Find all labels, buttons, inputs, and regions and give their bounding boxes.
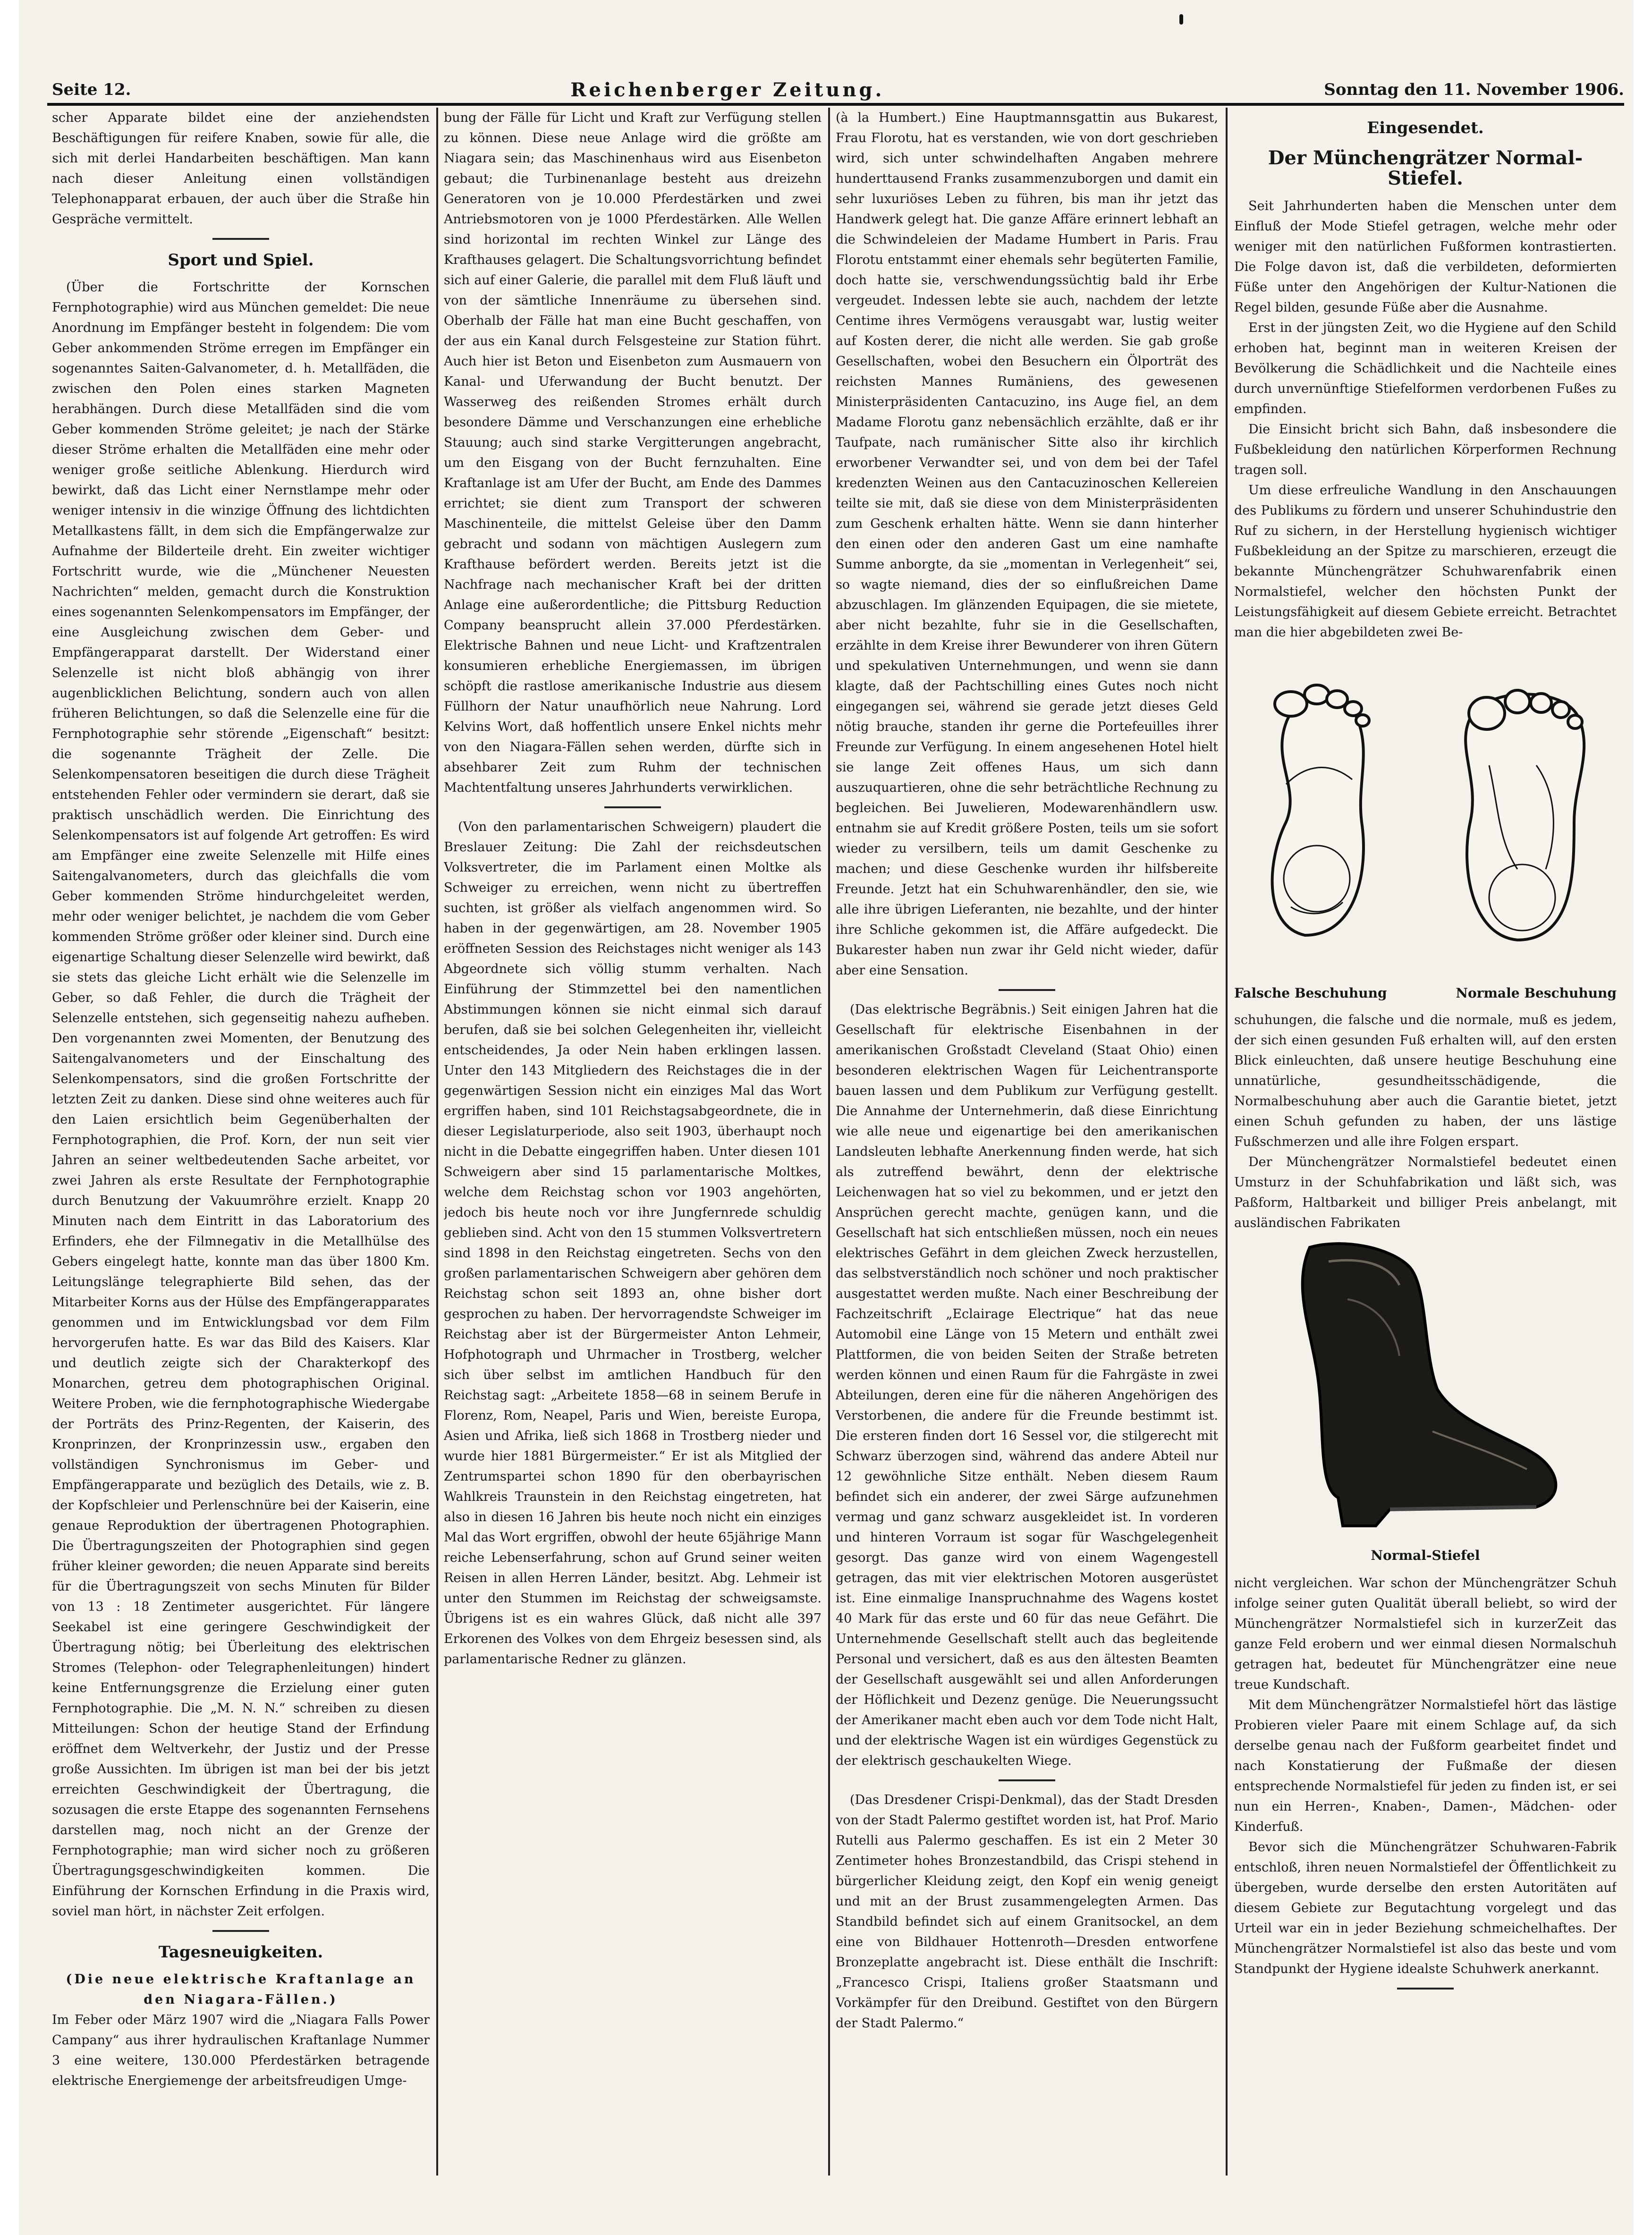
article-text: scher Apparate bildet eine der anziehendsten Beschäftigungen für reifere Knaben, sowie für alle, die sich mit derlei Handarbeiten beschäftigen. Man kann nach dieser Anleitung einen vollständigen Telephonapparat erbauen, der auch über die Straße hin Gespräche vermittelt. (52, 110, 430, 227)
ad-text: Seit Jahrhunderten haben die Menschen unter dem Einfluß der Mode Stiefel getragen, welche mehr oder weniger mit den natürlichen Fußformen kontrastierten. Die Folge davon ist, daß die verbildeten, deformierten Füße unter den Angehörigen der Kultur-Nationen die Regel bilden, gesunde Füße aber die Ausnahme. (1234, 199, 1617, 315)
ad-text: nicht vergleichen. War schon der Münchengrätzer Schuh infolge seiner guten Qualität überall beliebt, so wird der Münchengrätzer Normalstiefel sich in kurzerZeit das ganze Feld erobern und wer einmal diesen Normalschuh getragen hat, bedeutet für Münchengrätzer eine neue treue Kundschaft. (1234, 1576, 1617, 1692)
boot-illustration (1234, 1233, 1617, 1541)
article-niagara-cont: bung der Fälle für Licht und Kraft zur Verfügung stellen zu können. Diese neue Anlage wird die größte am Niagara sein; das Maschinenhaus wird aus Eisenbeton gebaut; die Turbinenanlage besteht aus dreizehn Generatoren von je 10.000 Pferdestärken und zwei Antriebsmotoren von je 1000 Pferdestärken. Alle Wellen sind horizontal im rechten Winkel zur Länge des Krafthauses gelagert. Die Schaltungsvorrichtung befindet sich auf einer Galerie, die parallel mit dem Fluß läuft und von der sämtliche Innenräume zu übersehen sind. Oberhalb der Fälle hat man eine Bucht geschaffen, von der aus ein Kanal durch Felsgesteine zur Station führt. Auch hier ist Beton und Eisenbeton zum Ausmauern von Kanal- und Uferwandung der Bucht benutzt. Der Wasserweg des reißenden Stromes erhält durch besondere Dämme und Verschanzungen eine erhebliche Stauung; auch sind starke Vergitterungen angebracht, um den Eisgang von der Bucht fernzuhalten. Eine Kraftanlage ist am Ufer der Bucht, am Ende des Dammes errichtet; sie dient zum Transport der schweren Maschinenteile, die mittelst Geleise über den Damm gebracht und sodann von mächtigen Auslegern zum Krafthause befördert werden. Bereits jetzt ist die Nachfrage nach mechanischer Kraft bei der dritten Anlage eine außerordentliche; die Pittsburg Reduction Company beansprucht allein 37.000 Pferdestärken. Elektrische Bahnen und neue Licht- und Kraftzentralen konsumieren erhebliche Energiemassen, im übrigen schöpft die rastlose amerikanische Industrie aus diesem Füllhorn der Natur unaufhörlich neue Nahrung. Lord Kelvins Wort, daß hoffentlich unsere Enkel nichts mehr von den Niagara-Fällen sehen werden, dürfte sich in absehbarer Zeit zum Ruhm der technischen Machtentfaltung unseres Jahrhunderts verwirklichen. (444, 110, 822, 795)
article-lead-niagara: (Die neue elektrische Kraftanlage an den Niagara-Fällen.) (66, 1972, 416, 2007)
masthead: Reichenberger Zeitung. (570, 78, 885, 101)
feet-drawing (1234, 643, 1617, 973)
ad-text: Der Münchengrätzer Normalstiefel bedeutet einen Umsturz in der Schuhfabrikation und läßt sich, was Paßform, Haltbarkeit und billiger Preis anbelangt, mit ausländischen Fabrikaten (1234, 1155, 1617, 1230)
divider (999, 1779, 1055, 1781)
section-heading-sport: Sport und Spiel. (168, 251, 314, 270)
ad-text: schuhungen, die falsche und die normale, muß es jedem, der sich einen gesunden Fuß erhalten will, auf den ersten Blick einleuchten, daß unsere heutige Beschuhung eine unnatürliche, gesundheitsschädigende, die Normalbeschuhung aber auch die Garantie bietet, jetzt einen Schuh gefunden zu haben, der uns lästige Fußschmerzen und alle ihre Folgen erspart. (1234, 1013, 1617, 1149)
column-3 (836, 108, 1218, 2185)
newspaper-page (19, 0, 1634, 2235)
ad-text: Erst in der jüngsten Zeit, wo die Hygiene auf den Schild erhoben hat, beginnt man in weiteren Kreisen der Bevölkerung die Schädlichkeit und die Nachteile eines durch unvernünftige Stiefelformen verdorbenen Fußes zu empfinden. (1234, 321, 1617, 416)
normal-foot-drawing (1466, 690, 1584, 940)
article-humbert: (à la Humbert.) Eine Hauptmannsgattin aus Bukarest, Frau Florotu, hat es verstanden, wie von dort geschrieben wird, sich unter schwindelhaften Angaben mehrere hunderttausend Franks zusammenzuborgen und damit ein sehr luxuriöses Leben zu führen, bis man ihr jetzt das Handwerk gelegt hat. Die ganze Affäre erinnert lebhaft an die Schwindeleien der Madame Humbert in Paris. Frau Florotu entstammt einer ehemals sehr begüterten Familie, doch hatte sie, verschwendungssüchtig bald ihr Erbe vergeudet. Indessen lebte sie auch, nachdem der letzte Centime ihres Vermögens verausgabt war, lustig weiter auf Kosten derer, die nicht alle werden. Sie gab große Gesellschaften, wobei den Besuchern ein Ölporträt des reichsten Mannes Rumäniens, des gewesenen Ministerpräsidenten Cantacuzino, ins Auge fiel, an dem Madame Florotu ganz nebensächlich erzählte, daß er ihr Taufpate, nach rumänischer Sitte also ihr kirchlich erworbener Verwandter sei, und von dem bei der Tafel kredenzten Weinen aus den Cantacuzinoschen Kellereien teilte sie mit, daß sie diese von dem Ministerpräsidenten zum Geschenk erhalten hätte. Wenn sie dann hinterher den einen oder den anderen Gast um eine namhafte Summe anborgte, da sie „momentan in Verlegenheit“ sei, so wagte niemand, dies der so einflußreichen Dame abzuschlagen. Im glänzenden Equipagen, die sie mietete, aber nicht bezahlte, fuhr sie in die Gesellschaften, erzählte in dem Kreise ihrer Bewunderer von ihren Gütern und spekulativen Unternehmungen, und wenn sie dann klagte, daß der Pachtschilling eines Gutes noch nicht eingegangen sei, während sie gerade jetzt dieses Geld nötig brauche, standen ihr gerne die Portefeuilles ihrer Freunde zur Verfügung. In einem angesehenen Hotel hielt sie lange Zeit offenes Haus, um sich dann auszuquartieren, ohne die sehr beträchtliche Rechnung zu begleichen. Bei Juwelieren, Modewarenhändlern usw. entnahm sie auf Kredit größere Posten, teils um sie sofort wieder zu versilbern, teils um damit Geschenke zu machen; und diese Geschenke wurden ihr hilfsbereite Freunde. Jetzt hat ein Schuhwarenhändler, den sie, wie alle ihre übrigen Lieferanten, nie bezahlte, und der hinter ihre Schliche gekommen ist, die Affäre aufgedeckt. Die Bukarester haben nun zwar ihr Geld nicht wieder, dafür aber eine Sensation. (836, 110, 1218, 978)
column-rule (436, 108, 438, 2176)
page-number: Seite 12. (52, 80, 131, 99)
header-rule (47, 103, 1624, 106)
ad-text: Die Einsicht bricht sich Bahn, daß insbesondere die Fußbekleidung den natürlichen Körperformen Rechnung tragen soll. (1234, 422, 1617, 477)
ad-text: Mit dem Münchengrätzer Normalstiefel hört das lästige Probieren vieler Paare mit einem Schlage auf, da sich derselbe genau nach der Fußform gearbeitet findet und nach Konstatierung der Fußmaße der diesen entsprechende Normalstiefel für jeden zu finden ist, er sei nun ein Herren-, Knaben-, Damen-, Mädchen- oder Kinderfuß. (1234, 1698, 1617, 1834)
section-heading-news: Tagesneuigkeiten. (158, 1943, 323, 1962)
column-2 (444, 108, 822, 2185)
caption-falsche-beschuhung: Falsche Beschuhung (1234, 985, 1387, 1001)
foot-illustration (1234, 643, 1617, 979)
caption-normal-stiefel: Normal-Stiefel (1371, 1548, 1480, 1563)
divider (999, 989, 1055, 991)
article-crispi: (Das Dresdener Crispi-Denkmal), das der Stadt Dresden von der Stadt Palermo gestiftet worden ist, hat Prof. Mario Rutelli aus Palermo geschaffen. Es ist ein 2 Meter 30 Zentimeter hohes Bronzestandbild, das Crispi stehend in bürgerlicher Kleidung zeigt, den Kopf ein wenig geneigt und mit an der Brust zusammengelegten Armen. Das Standbild befindet sich auf einem Granitsockel, an dem eine von Bildhauer Hottenroth—Dresden entworfene Bronzeplatte angebracht ist. Diese enthält die Inschrift: „Francesco Crispi, Italiens großer Staatsmann und Vorkämpfer für den Dreibund. Gestiftet von den Bürgern der Stadt Palermo.“ (836, 1793, 1218, 2031)
issue-date: Sonntag den 11. November 1906. (1324, 80, 1624, 99)
article-begraebnis: (Das elektrische Begräbnis.) Seit einigen Jahren hat die Gesellschaft für elektrische Eisenbahnen in der amerikanischen Großstadt Cleveland (Staat Ohio) einen besonderen elektrischen Wagen für Leichentransporte bauen lassen und dem Publikum zur Verfügung gestellt. Die Annahme der Unternehmerin, daß diese Einrichtung wie alle neue und eigenartige bei den amerikanischen Landsleuten lebhafte Anerkennung finden werde, hat sich als zutreffend bewährt, denn der elektrische Leichenwagen hat so viel zu bekommen, und er jetzt den Ansprüchen gerecht machte, genügen kann, und die Gesellschaft hat sich entschließen müssen, noch ein neues elektrisches Gefährt in dem gleichen Zweck herzustellen, das selbstverständlich noch schöner und noch praktischer ausgestattet werden mußte. Nach einer Beschreibung der Fachzeitschrift „Eclairage Electrique“ hat das neue Automobil eine Länge von 15 Metern und enthält zwei Plattformen, die von beiden Seiten der Straße betreten werden können und einen Raum für die Fahrgäste in zwei Abteilungen, deren eine für die näheren Angehörigen des Verstorbenen, die andere für die Freunde bestimmt ist. Die ersteren finden dort 16 Sessel vor, die stilgerecht mit Schwarz überzogen sind, während das andere Abteil nur 12 gewöhnliche Sitze enthält. Neben diesem Raum befindet sich ein anderer, der zwei Särge aufzunehmen vermag und ganz schwarz ausgekleidet ist. In vorderen und hinteren Vorraum ist sogar für Waschgelegenheit gesorgt. Das ganze wird von einem Wagengestell getragen, das mit vier elektrischen Motoren ausgerüstet ist. Eine einmalige Inanspruchnahme des Wagens kostet 40 Mark für das erste und 60 für das neue Gefährt. Die Unternehmende Gesellschaft stellt auch das begleitende Personal und versichert, daß es aus den ältesten Beamten der Gesellschaft ausgewählt sei und allen Anforderungen der Höflichkeit und Dezenz genüge. Die Neuerungssucht der Amerikaner macht eben auch vor dem Tode nicht Halt, und der elektrische Wagen ist ein würdiges Gegenstück zu der elektrisch geschaukelten Wiege. (836, 1002, 1218, 1768)
article-schweigern: (Von den parlamentarischen Schweigern) plaudert die Breslauer Zeitung: Die Zahl der reichsdeutschen Volksvertreter, die im Parlament einen Moltke als Schweiger zu erreichen, wenn nicht zu übertreffen suchten, ist größer als vielfach angenommen wird. So haben in der gegenwärtigen, am 28. November 1905 eröffneten Session des Reichstages nicht weniger als 143 Abgeordnete sich völlig stumm verhalten. Nach Einführung der Stimmzettel bei den namentlichen Abstimmungen können sie nicht einmal sich darauf berufen, daß sie bei solchen Gelegenheiten ihr, vielleicht entscheidendes, Ja oder Nein haben erklingen lassen. Unter den 143 Mitgliedern des Reichstages die in der gegenwärtigen Session nicht ein einziges Mal das Wort ergriffen haben, sind 101 Reichstagsabgeordnete, die in dieser Legislaturperiode, also seit 1903, überhaupt noch nicht in die Debatte eingegriffen haben. Unter diesen 101 Schweigern aber sind 15 parlamentarische Moltkes, welche dem Reichstag schon vor 1903 angehörten, jedoch bis heute noch vor ihre Jungfernrede schuldig geblieben sind. Acht von den 15 stummen Volksvertretern sind 1898 in den Reichstag eingetreten. Sechs von den großen parlamentarischen Schweigern aber gehören dem Reichstag schon seit 1893 an, ohne bisher dort gesprochen zu haben. Der hervorragendste Schweiger im Reichstag aber ist der Bürgermeister Anton Lehmeir, Hofphotograph und Uhrmacher in Trostberg, welcher sich über selbst im amtlichen Handbuch für den Reichstag sagt: „Arbeitete 1858—68 in seinem Berufe in Florenz, Rom, Neapel, Paris und Wien, bereiste Europa, Asien und Afrika, ließ sich 1868 in Trostberg nieder und wurde hier 1881 Bürgermeister.“ Er ist als Mitglied der Zentrumspartei schon 1890 für den oberbayrischen Wahlkreis Traunstein in den Reichstag eingetreten, hat also in diesen 16 Jahren bis heute noch nicht ein einziges Mal das Wort ergriffen, obwohl der heute 65jährige Mann reiche Lebenserfahrung, schon auf Grund seiner weiten Reisen in allen Herren Länder, besitzt. Abg. Lehmeir ist unter den Stummen im Reichstag der schweigsamste. Übrigens ist es ein wahres Glück, daß nicht alle 397 Erkorenen des Volkes von dem Ehrgeiz besessen sind, als parlamentarische Redner zu glänzen. (444, 820, 822, 1667)
section-heading-eingesendet: Eingesendet. (1367, 119, 1484, 137)
deformed-foot-drawing (1272, 685, 1369, 935)
article-fernphotographie: (Über die Fortschritte der Kornschen Fernphotographie) wird aus München gemeldet: Die neue Anordnung im Empfänger besteht in folgendem: Die vom Geber ankommenden Ströme erregen im Empfänger ein sogenanntes Saiten-Galvanometer, d. h. Metallfäden, die zwischen den Polen eines starken Magneten herabhängen. Durch diese Metallfäden sind die vom Geber kommenden Ströme geleitet; je nach der Stärke dieser Ströme erhalten die Metallfäden eine mehr oder weniger große seitliche Ablenkung. Hierdurch wird bewirkt, daß das Licht einer Nernstlampe mehr oder weniger intensiv in die winzige Öffnung des lichtdichten Metallkastens fällt, in dem sich die Empfängerwalze zur Aufnahme der Bilderteile dreht. Ein zweiter wichtiger Fortschritt wurde, wie die „Münchener Neuesten Nachrichten“ melden, gemacht durch die Konstruktion eines sogenannten Selenkompensators im Empfänger, der eine Ausgleichung zwischen dem Geber- und Empfängerapparat darstellt. Der Widerstand einer Selenzelle ist nicht bloß abhängig von ihrer augenblicklichen Belichtung, sondern auch von allen früheren Belichtungen, so daß die Selenzelle eine für die Fernphotographie sehr störende „Eigenschaft“ besitzt: die sogenannte Trägheit der Zelle. Die Selenkompensatoren beseitigen die durch diese Trägheit entstehenden Fehler oder vermindern sie derart, daß sie praktisch unschädlich werden. Die Einrichtung des Selenkompensators ist auf folgende Art getroffen: Es wird am Empfänger eine zweite Selenzelle mit Hilfe eines Saitengalvanometers, durch das gleichfalls die vom Geber kommenden Ströme hindurchgeleitet werden, mehr oder weniger belichtet, je nachdem die vom Geber kommenden Ströme größer oder kleiner sind. Durch eine eigenartige Schaltung dieser Selenzelle wird bewirkt, daß sie stets das gleiche Licht erhält wie die Selenzelle im Geber, so daß Fehler, die durch die Trägheit der Selenzelle entstehen, sich gegenseitig nahezu aufheben. Den vorgenannten zwei Momenten, der Benutzung des Saitengalvanometers und der Einschaltung des Selenkompensators, sind die großen Fortschritte der letzten Zeit zu danken. Diese sind ohne weiteres auch für den Laien ersichtlich beim Gegenüberhalten der Fernphotographien, die Prof. Korn, der nun seit vier Jahren an seiner weltbedeutenden Sache arbeitet, vor zwei Jahren als erste Resultate der Fernphotographie durch Benutzung der Vakuumröhre erzielt. Knapp 20 Minuten nach dem Eintritt in das Laboratorium des Erfinders, ehe der Filmnegativ in die Metallhülse des Gebers eingelegt hatte, konnte man das über 1800 Km. Leitungslänge telegraphierte Bild sehen, das der Mitarbeiter Korns aus der Hülse des Empfängerapparates genommen und im Entwicklungsbad vor dem Film hervorgerufen hatte. Es war das Bild des Kaisers. Klar und deutlich zeigte sich der Charakterkopf des Monarchen, getreu dem photographischen Original. Weitere Proben, wie die fernphotographische Wiedergabe der Porträts des Prinz-Regenten, der Kaiserin, des Kronprinzen, der Kronprinzessin usw., ergaben den vollständigen Synchronismus im Geber- und Empfängerapparate und bezüglich des Details, wie z. B. der Kopfschleier und Perlenschnüre bei der Kaiserin, eine genaue Reproduktion der übertragenen Photographien. Die Übertragungszeiten der Photographien sind gegen früher kleiner geworden; die neuen Apparate sind bereits für die Übertragungszeit von sechs Minuten für Bilder von 13 : 18 Zentimeter ausgerichtet. Für längere Seekabel ist eine geringere Geschwindigkeit der Übertragung nötig; bei Überleitung des elektrischen Stromes (Telephon- oder Telegraphenleitungen) hindert keine Entfernungsgrenze die Erzielung einer guten Fernphotographie. Die „M. N. N.“ schreiben zu diesen Mitteilungen: Schon der heutige Stand der Erfindung eröffnet dem Weltverkehr, der Justiz und der Presse große Aussichten. Im übrigen ist man bei der bis jetzt erreichten Geschwindigkeit der Übertragung, die sozusagen die erste Etappe des sogenannten Fernsehens darstellen mag, noch nicht an der Grenze der Fernphotographie; man wird sicher noch zu größeren Übertragungsgeschwindigkeiten kommen. Die Einführung der Kornschen Erfindung in die Praxis wird, soviel man hört, in nächster Zeit erfolgen. (52, 280, 430, 1919)
column-1 (52, 108, 430, 2185)
divider (212, 238, 269, 240)
caption-normale-beschuhung: Normale Beschuhung (1456, 985, 1617, 1001)
column-rule (828, 108, 830, 2176)
boot-drawing (1234, 1233, 1617, 1535)
column-rule (1226, 108, 1228, 2176)
column-4 (1234, 108, 1617, 2185)
boot-icon (1303, 1244, 1556, 1526)
ad-text: Bevor sich die Münchengrätzer Schuhwaren-Fabrik entschloß, ihren neuen Normalstiefel der Öffentlichkeit zu übergeben, wurde derselbe den ersten Autoritäten auf diesem Gebiete zur Begutachtung vorgelegt und das Urteil war ein in jeder Beziehung schmeichelhaftes. Der Münchengrätzer Normalstiefel ist also das beste und vom Standpunkt der Hygiene idealste Schuhwerk anerkannt. (1234, 1840, 1617, 1976)
foot-captions (1234, 983, 1617, 1003)
ad-text: Um diese erfreuliche Wandlung in den Anschauungen des Publikums zu fördern und unserer Schuhindustrie den Ruf zu sichern, in der Herstellung hygienisch wichtiger Fußbekleidung an der Spitze zu marschieren, erzeugt die bekannte Münchengrätzer Schuhwarenfabrik einen Normalstiefel, welcher den höchsten Punkt der Leistungsfähigkeit auf diesem Gebiete erreicht. Betrachtet man die hier abgebildeten zwei Be- (1234, 483, 1617, 640)
ink-mark (1179, 14, 1183, 25)
divider (212, 1930, 269, 1932)
article-niagara: Im Feber oder März 1907 wird die „Niagara Falls Power Campany“ aus ihrer hydraulischen Kraftanlage Nummer 3 eine weitere, 130.000 Pferdestärken betragende elektrische Energiemenge der arbeitsfreudigen Umge- (52, 2013, 430, 2088)
divider (604, 806, 661, 808)
ad-title: Der Münchengrätzer Normal-Stiefel. (1268, 147, 1583, 189)
divider (1397, 1988, 1454, 1989)
